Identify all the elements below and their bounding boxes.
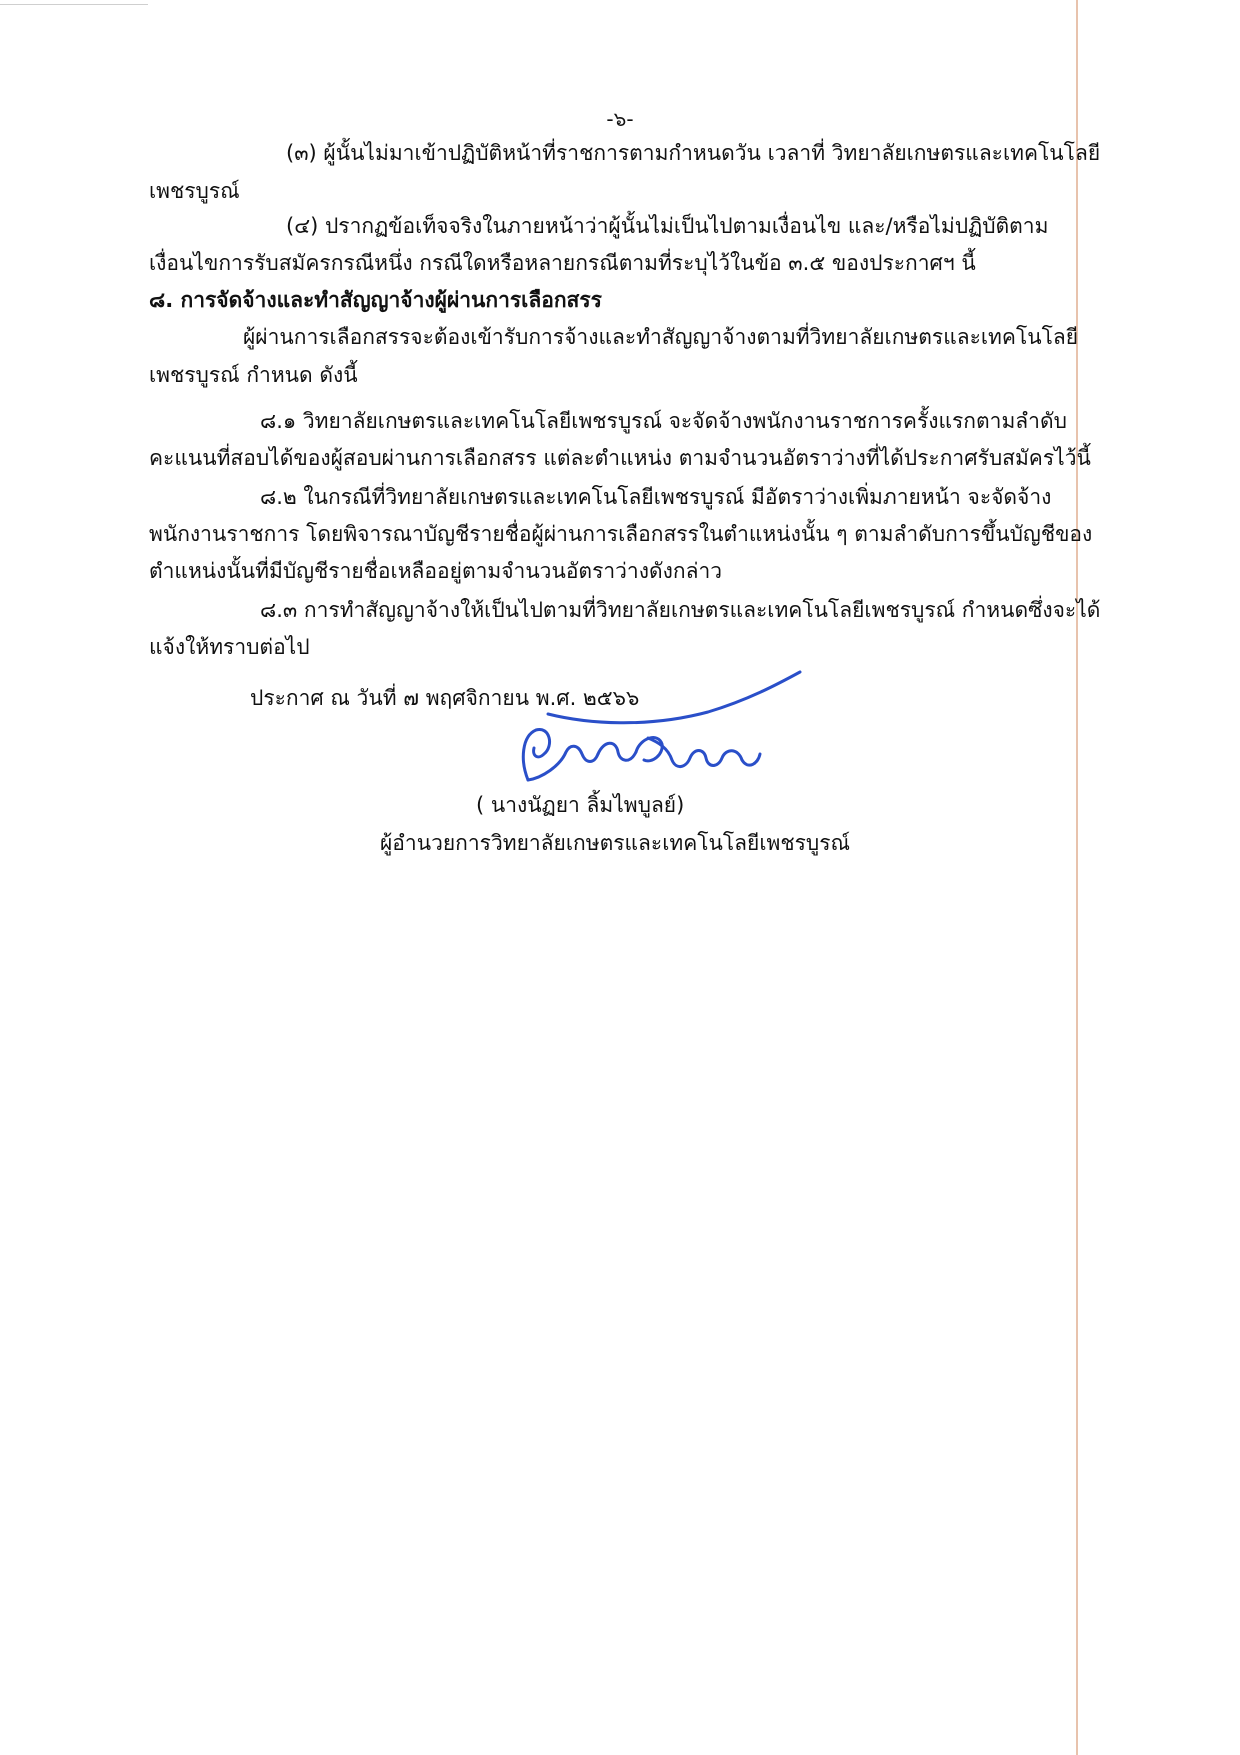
clause-8-2-line-3: ตำแหน่งนั้นที่มีบัญชีรายชื่อเหลืออยู่ตามจำนวนอัตราว่างดังกล่าว xyxy=(149,559,723,583)
clause-3-line-2: เพชรบูรณ์ xyxy=(149,179,240,203)
signer-title: ผู้อำนวยการวิทยาลัยเกษตรและเทคโนโลยีเพชรบูรณ์ xyxy=(380,831,850,855)
handwritten-signature xyxy=(508,668,808,793)
clause-3-line-1: (๓) ผู้นั้นไม่มาเข้าปฏิบัติหน้าที่ราชการตามกำหนดวัน เวลาที่ วิทยาลัยเกษตรและเทคโนโลยี xyxy=(286,141,1101,165)
clause-8-2-line-2: พนักงานราชการ โดยพิจารณาบัญชีรายชื่อผู้ผ่านการเลือกสรรในตำแหน่งนั้น ๆ ตามลำดับการขึ้นบัญชีของ xyxy=(149,522,1093,546)
clause-4-line-1: (๔) ปรากฏข้อเท็จจริงในภายหน้าว่าผู้นั้นไม่เป็นไปตามเงื่อนไข และ/หรือไม่ปฏิบัติตาม xyxy=(286,214,1049,238)
top-edge-line xyxy=(0,4,148,5)
clause-8-1-line-1: ๘.๑ วิทยาลัยเกษตรและเทคโนโลยีเพชรบูรณ์ จะจัดจ้างพนักงานราชการครั้งแรกตามลำดับ xyxy=(260,409,1067,433)
page-number: -๖- xyxy=(606,107,634,131)
clause-8-2-line-1: ๘.๒ ในกรณีที่วิทยาลัยเกษตรและเทคโนโลยีเพชรบูรณ์ มีอัตราว่างเพิ่มภายหน้า จะจัดจ้าง xyxy=(260,485,1052,509)
clause-4-line-2: เงื่อนไขการรับสมัครกรณีหนึ่ง กรณีใดหรือหลายกรณีตามที่ระบุไว้ในข้อ ๓.๕ ของประกาศฯ นี้ xyxy=(149,251,976,275)
clause-8-3-line-1: ๘.๓ การทำสัญญาจ้างให้เป็นไปตามที่วิทยาลัยเกษตรและเทคโนโลยีเพชรบูรณ์ กำหนดซึ่งจะได้ xyxy=(260,598,1101,622)
announcement-date: ประกาศ ณ วันที่ ๗ พฤศจิกายน พ.ศ. ๒๕๖๖ xyxy=(250,686,640,710)
clause-8-1-line-2: คะแนนที่สอบได้ของผู้สอบผ่านการเลือกสรร แต่ละตำแหน่ง ตามจำนวนอัตราว่างที่ได้ประกาศรับสมัครไว้นี้ xyxy=(149,446,1091,470)
clause-8-3-line-2: แจ้งให้ทราบต่อไป xyxy=(149,635,310,659)
section-8-heading: ๘. การจัดจ้างและทำสัญญาจ้างผู้ผ่านการเลือกสรร xyxy=(149,288,602,312)
signer-name: ( นางนัฏยา ลิ้มไพบูลย์) xyxy=(476,793,685,817)
section-8-intro-line-2: เพชรบูรณ์ กำหนด ดังนี้ xyxy=(149,363,358,387)
section-8-intro-line-1: ผู้ผ่านการเลือกสรรจะต้องเข้ารับการจ้างและทำสัญญาจ้างตามที่วิทยาลัยเกษตรและเทคโนโลยี xyxy=(243,325,1079,349)
scan-edge-line xyxy=(1076,0,1078,1755)
